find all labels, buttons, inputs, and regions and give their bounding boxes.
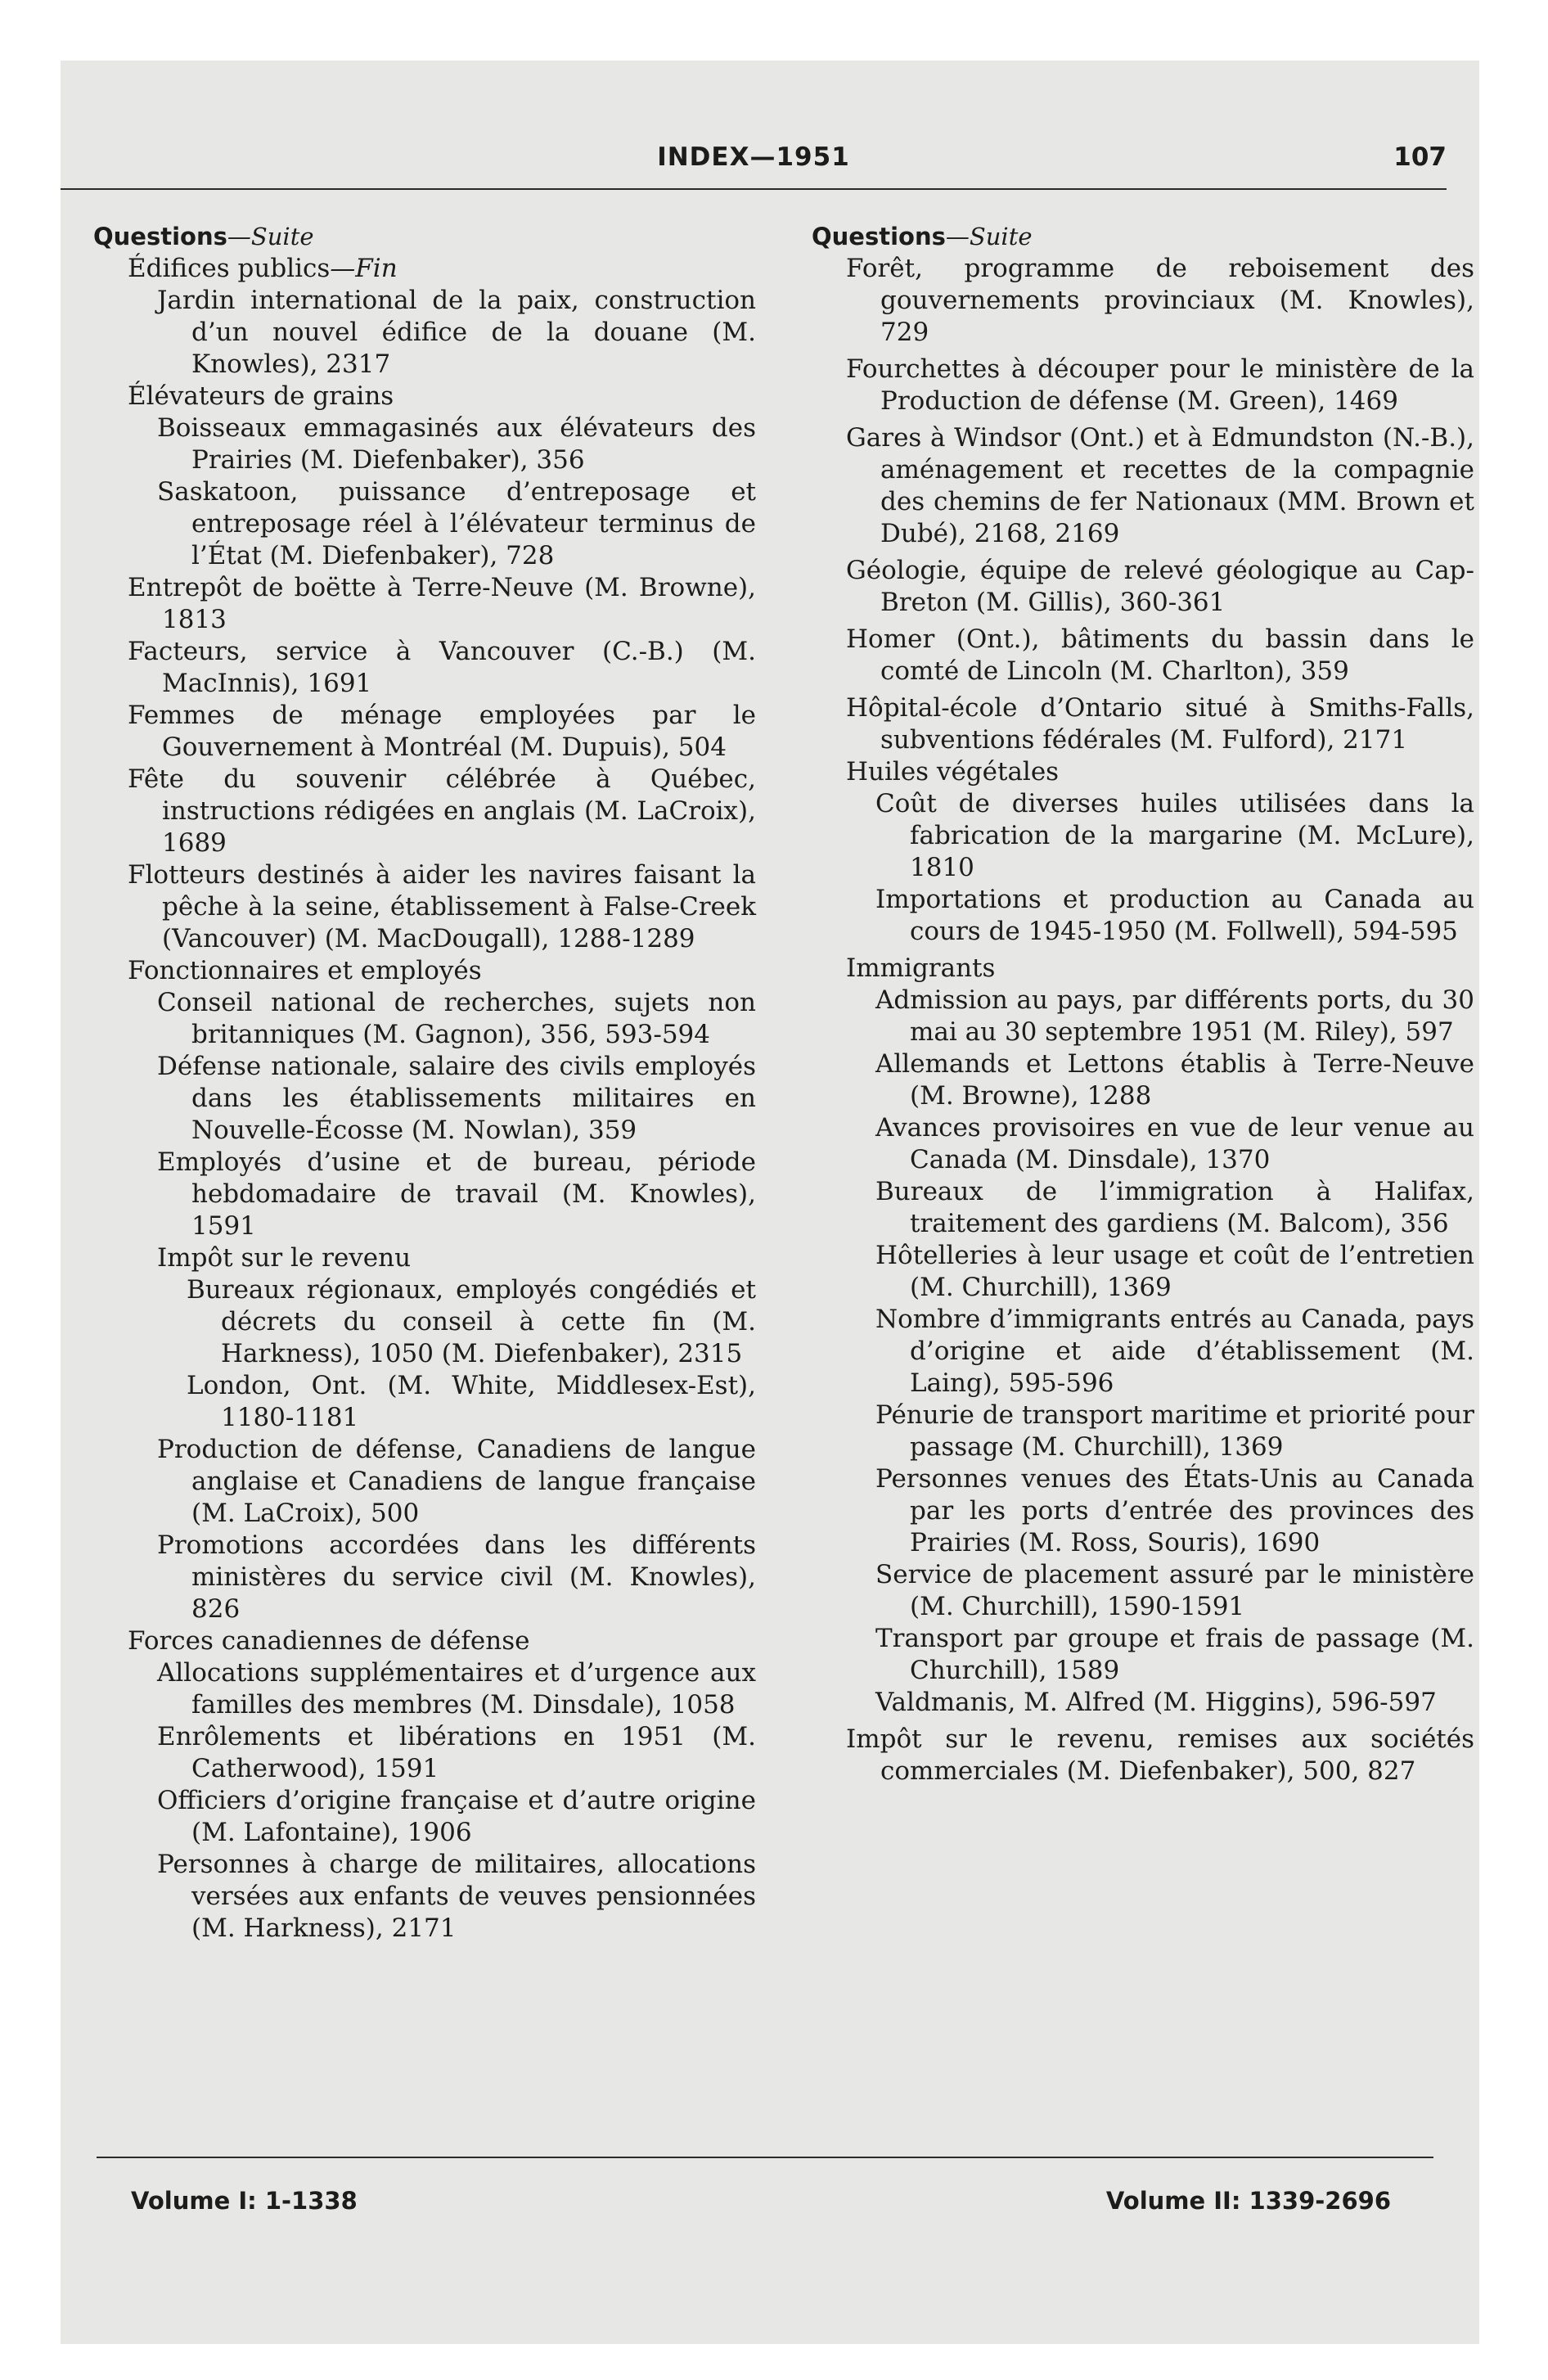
- index-entry: Hôtelleries à leur usage et coût de l’entretien (M. Churchill), 1369: [875, 1241, 1474, 1302]
- index-entry: Avances provisoires en vue de leur venue au Canada (M. Dinsdale), 1370: [875, 1113, 1474, 1174]
- index-entry: Bureaux régionaux, employés congédiés et décrets du conseil à cette fin (M. Harkness), 1050 (M. Diefenbaker), 2315: [187, 1275, 756, 1368]
- index-entry: Homer (Ont.), bâtiments du bassin dans le comté de Lincoln (M. Charlton), 359: [846, 624, 1474, 686]
- index-entry: Admission au pays, par différents ports, du 30 mai au 30 septembre 1951 (M. Riley), 597: [875, 985, 1474, 1047]
- sub-heading: Immigrants: [846, 953, 996, 983]
- index-entry: Femmes de ménage employées par le Gouvernement à Montréal (M. Dupuis), 504: [128, 701, 756, 762]
- index-entry: Production de défense, Canadiens de langue anglaise et Canadiens de langue française (M. LaCroix), 500: [157, 1435, 756, 1528]
- index-entry: Boisseaux emmagasinés aux élévateurs des Prairies (M. Diefenbaker), 356: [157, 413, 756, 475]
- index-entry: Saskatoon, puissance d’entreposage et entreposage réel à l’élévateur terminus de l’État (M. Diefenbaker), 728: [157, 477, 756, 570]
- index-entry: Jardin international de la paix, construction d’un nouvel édifice de la douane (M. Knowles), 2317: [157, 286, 756, 379]
- index-entry: Entrepôt de boëtte à Terre-Neuve (M. Browne), 1813: [128, 573, 756, 634]
- sub-heading: Édifices publics—Fin: [128, 254, 398, 283]
- index-entry: Promotions accordées dans les différents ministères du service civil (M. Knowles), 826: [157, 1530, 756, 1624]
- index-entry: Forêt, programme de reboisement des gouvernements provinciaux (M. Knowles), 729: [846, 254, 1474, 347]
- running-header: [61, 139, 1447, 177]
- index-entry: Officiers d’origine française et d’autre origine (M. Lafontaine), 1906: [157, 1786, 756, 1847]
- index-entry: Importations et production au Canada au cours de 1945-1950 (M. Follwell), 594-595: [875, 885, 1474, 946]
- index-entry: Personnes venues des États-Unis au Canada par les ports d’entrée des provinces des Prairies (M. Ross, Souris), 1690: [875, 1464, 1474, 1557]
- page-title: INDEX—1951: [657, 142, 850, 172]
- index-entry: Allocations supplémentaires et d’urgence aux familles des membres (M. Dinsdale), 1058: [157, 1658, 756, 1720]
- volume-one-range: Volume I: 1-1338: [131, 2187, 358, 2215]
- index-entry: Service de placement assuré par le ministère (M. Churchill), 1590-1591: [875, 1560, 1474, 1621]
- volume-two-range: Volume II: 1339-2696: [1105, 2187, 1391, 2215]
- section-heading: Questions—Suite: [812, 223, 1033, 250]
- footer-rule: [97, 2157, 1433, 2158]
- index-entry: Transport par groupe et frais de passage (M. Churchill), 1589: [875, 1624, 1474, 1685]
- right-column: [812, 221, 1474, 1787]
- header-rule: [61, 188, 1447, 190]
- index-entry: Allemands et Lettons établis à Terre-Neuve (M. Browne), 1288: [875, 1049, 1474, 1111]
- index-entry: Enrôlements et libérations en 1951 (M. Catherwood), 1591: [157, 1722, 756, 1783]
- index-entry: Bureaux de l’immigration à Halifax, traitement des gardiens (M. Balcom), 356: [875, 1177, 1474, 1238]
- index-entry: Hôpital-école d’Ontario situé à Smiths-Falls, subventions fédérales (M. Fulford), 2171: [846, 693, 1474, 755]
- left-column: [93, 221, 756, 1945]
- index-entry: Valdmanis, M. Alfred (M. Higgins), 596-597: [875, 1688, 1437, 1717]
- index-entry: Gares à Windsor (Ont.) et à Edmundston (N.-B.), aménagement et recettes de la compagnie des chemins de fer Nationaux (MM. Brown et Dubé), 2168, 2169: [846, 423, 1474, 548]
- index-entry: Employés d’usine et de bureau, période hebdomadaire de travail (M. Knowles), 1591: [157, 1147, 756, 1241]
- sub-heading: Forces canadiennes de défense: [128, 1626, 530, 1656]
- sub-heading: Impôt sur le revenu: [157, 1243, 412, 1273]
- index-entry: London, Ont. (M. White, Middlesex-Est), 1180-1181: [187, 1371, 756, 1432]
- volume-footer: [131, 2187, 1391, 2220]
- sub-heading: Fonctionnaires et employés: [128, 956, 482, 985]
- page-number: 107: [1393, 142, 1447, 172]
- index-entry: Géologie, équipe de relevé géologique au Cap-Breton (M. Gillis), 360-361: [846, 556, 1474, 617]
- index-entry: Fête du souvenir célébrée à Québec, instructions rédigées en anglais (M. LaCroix), 1689: [128, 764, 756, 858]
- index-entry: Conseil national de recherches, sujets non britanniques (M. Gagnon), 356, 593-594: [157, 988, 756, 1049]
- sub-heading: Élévateurs de grains: [128, 381, 394, 411]
- sub-heading: Huiles végétales: [846, 757, 1060, 787]
- index-entry: Facteurs, service à Vancouver (C.-B.) (M. MacInnis), 1691: [128, 637, 756, 698]
- index-entry: Flotteurs destinés à aider les navires faisant la pêche à la seine, établissement à False-Creek (Vancouver) (M. MacDougall), 1288-1289: [128, 860, 756, 953]
- index-entry: Fourchettes à découper pour le ministère de la Production de défense (M. Green), 1469: [846, 354, 1474, 416]
- index-entry: Personnes à charge de militaires, allocations versées aux enfants de veuves pensionnées (M. Harkness), 2171: [157, 1850, 756, 1943]
- index-entry: Pénurie de transport maritime et priorité pour passage (M. Churchill), 1369: [875, 1400, 1474, 1462]
- index-entry: Coût de diverses huiles utilisées dans la fabrication de la margarine (M. McLure), 1810: [875, 789, 1474, 882]
- index-entry: Nombre d’immigrants entrés au Canada, pays d’origine et aide d’établissement (M. Laing), 595-596: [875, 1305, 1474, 1398]
- index-entry: Défense nationale, salaire des civils employés dans les établissements militaires en Nouvelle-Écosse (M. Nowlan), 359: [157, 1052, 756, 1145]
- index-entry: Impôt sur le revenu, remises aux sociétés commerciales (M. Diefenbaker), 500, 827: [846, 1724, 1474, 1786]
- section-heading: Questions—Suite: [93, 223, 314, 250]
